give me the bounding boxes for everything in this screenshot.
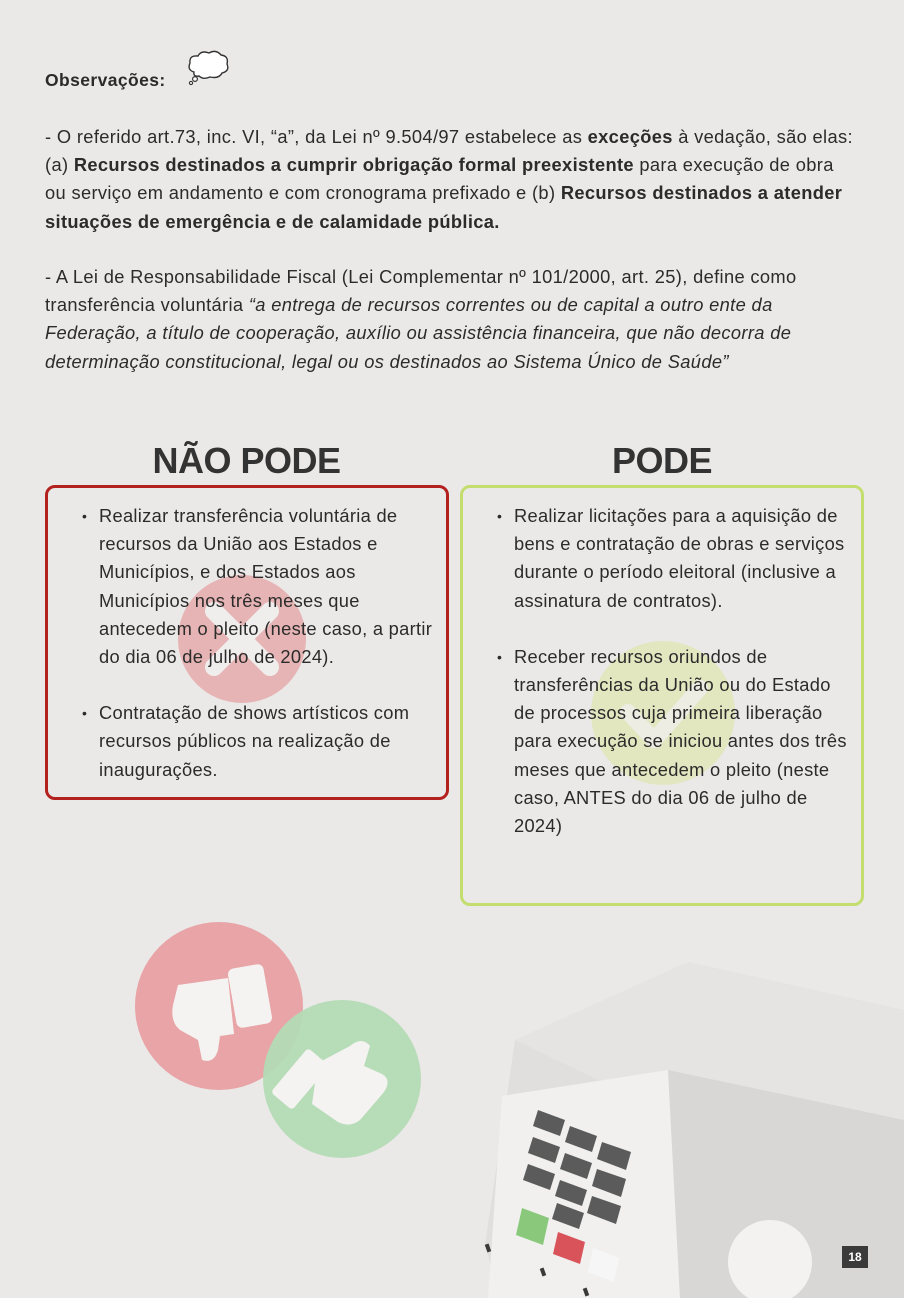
- list-item: • Realizar transferência voluntária de recursos da União aos Estados e Municípios, e dos Estados aos Municípios nos três meses que antecedem o pleito (neste caso, a partir do dia 06 de julho de 2024).: [48, 502, 446, 671]
- thought-cloud-icon: [186, 50, 230, 86]
- observations-heading: Observações:: [45, 70, 166, 90]
- list-item: • Realizar licitações para a aquisição de bens e contratação de obras e serviços durante o período eleitoral (inclusive a assinatura de contratos).: [463, 502, 861, 615]
- text-span: - A Lei de Responsabilidade Fiscal (Lei Complementar nº 101/2000, art. 25), define como transferência voluntária: [45, 266, 797, 316]
- bold-text: Recursos destinados a cumprir obrigação formal preexistente: [73, 154, 634, 176]
- text-span: à vedação, são elas: (a): [45, 126, 853, 176]
- nao-pode-box: [45, 485, 449, 800]
- list-item: • Receber recursos oriundos de transferências da União ou do Estado de processos cuja primeira liberação para execução se iniciou antes dos três meses que antecedem o pleito (neste caso, ANTES do dia 06 de julho de 2024): [463, 643, 861, 840]
- page-number: 18: [842, 1246, 868, 1268]
- text-span: para execução de obra ou serviço em andamento e com cronograma prefixado e (b): [45, 154, 834, 204]
- nao-pode-title: NÃO PODE: [152, 440, 341, 481]
- exceptions-paragraph: [45, 123, 860, 236]
- nao-pode-list: [48, 502, 446, 812]
- thumbs-up-icon: [263, 1000, 421, 1158]
- pode-title: PODE: [611, 440, 713, 481]
- text-span: - O referido art.73, inc. VI, “a”, da Lei nº 9.504/97 estabelece as: [45, 126, 588, 147]
- bold-text: Recursos destinados a atender situações de emergência e de calamidade pública.: [45, 182, 843, 232]
- bold-text: exceções: [587, 126, 673, 147]
- pode-box: [460, 485, 864, 906]
- quoted-definition: “a entrega de recursos correntes ou de capital a outro ente da Federação, a título de cooperação, auxílio ou assistência financeira, que não decorra de determinação constitucional, legal ou os destinados ao Sistema Único de Saúde”: [45, 294, 792, 372]
- pode-list: [463, 502, 861, 868]
- lrf-paragraph: [45, 263, 860, 376]
- list-item: • Contratação de shows artísticos com recursos públicos na realização de inaugurações.: [48, 699, 446, 784]
